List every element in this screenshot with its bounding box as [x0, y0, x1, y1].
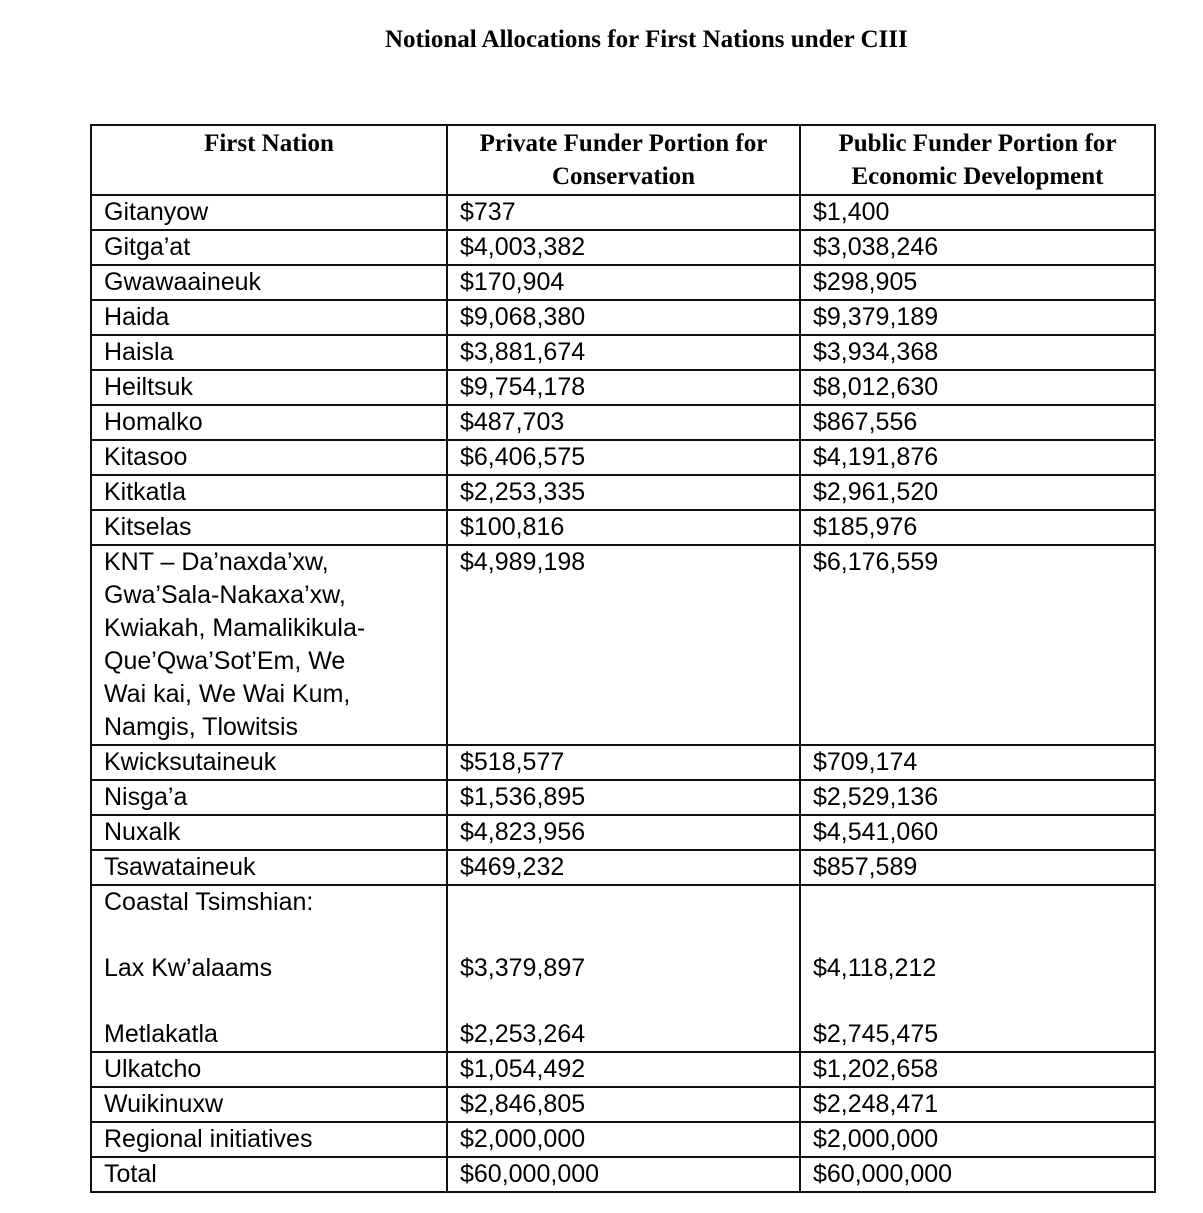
- public-cell: $2,248,471: [800, 1087, 1155, 1122]
- nation-cell: Haida: [91, 300, 447, 335]
- public-cell: $3,038,246: [800, 230, 1155, 265]
- private-cell: $2,846,805: [447, 1087, 800, 1122]
- table-row: [91, 850, 1155, 885]
- table-header-row: [91, 125, 1155, 195]
- nation-cell: Gitanyow: [91, 195, 447, 230]
- table-row-knt: [91, 545, 1155, 745]
- table-row: [91, 370, 1155, 405]
- table-row: [91, 300, 1155, 335]
- table-row: [91, 230, 1155, 265]
- coastal-member-name: Lax Kw’alaams: [104, 954, 273, 982]
- knt-line: Gwa’Sala-Nakaxa’xw,: [104, 581, 346, 609]
- private-cell: $6,406,575: [447, 440, 800, 475]
- nation-cell: Homalko: [91, 405, 447, 440]
- table-row: [91, 335, 1155, 370]
- table-row: [91, 815, 1155, 850]
- knt-line: Wai kai, We Wai Kum,: [104, 680, 351, 708]
- knt-line: KNT – Da’naxda’xw,: [104, 548, 329, 576]
- knt-line: Kwiakah, Mamalikikula-: [104, 614, 366, 642]
- table-row: [91, 1122, 1155, 1157]
- public-cell: $709,174: [800, 745, 1155, 780]
- private-cell: $469,232: [447, 850, 800, 885]
- public-cell: $2,961,520: [800, 475, 1155, 510]
- public-cell: $298,905: [800, 265, 1155, 300]
- table-row: [91, 405, 1155, 440]
- header-public-funder: Public Funder Portion for Economic Development: [800, 125, 1155, 195]
- public-cell: $1,202,658: [800, 1052, 1155, 1087]
- knt-line: Namgis, Tlowitsis: [104, 713, 299, 741]
- table-row: [91, 780, 1155, 815]
- public-cell: $1,400: [800, 195, 1155, 230]
- table-row: [91, 510, 1155, 545]
- public-cell: $2,529,136: [800, 780, 1155, 815]
- table-row: [91, 1052, 1155, 1087]
- private-cell: $3,881,674: [447, 335, 800, 370]
- nation-cell: Haisla: [91, 335, 447, 370]
- nation-cell-coastal: [91, 885, 447, 1052]
- coastal-member-private: $3,379,897: [460, 954, 586, 982]
- nation-cell: Tsawataineuk: [91, 850, 447, 885]
- header-private-funder: Private Funder Portion for Conservation: [447, 125, 800, 195]
- allocations-table: [90, 124, 1156, 1193]
- public-cell: $9,379,189: [800, 300, 1155, 335]
- public-cell: $857,589: [800, 850, 1155, 885]
- private-cell: $9,068,380: [447, 300, 800, 335]
- private-cell: $4,003,382: [447, 230, 800, 265]
- private-cell: $100,816: [447, 510, 800, 545]
- table-row: [91, 440, 1155, 475]
- private-cell: $1,536,895: [447, 780, 800, 815]
- nation-cell: Kwicksutaineuk: [91, 745, 447, 780]
- private-cell: $9,754,178: [447, 370, 800, 405]
- public-cell: $185,976: [800, 510, 1155, 545]
- total-label: Total: [91, 1157, 447, 1192]
- public-cell: $4,191,876: [800, 440, 1155, 475]
- nation-cell: Regional initiatives: [91, 1122, 447, 1157]
- nation-cell: Kitselas: [91, 510, 447, 545]
- public-cell: $8,012,630: [800, 370, 1155, 405]
- nation-cell: Wuikinuxw: [91, 1087, 447, 1122]
- nation-cell: Heiltsuk: [91, 370, 447, 405]
- private-cell: $518,577: [447, 745, 800, 780]
- total-public: $60,000,000: [800, 1157, 1155, 1192]
- header-first-nation: First Nation: [91, 125, 447, 195]
- nation-cell: Gitga’at: [91, 230, 447, 265]
- coastal-member-name: Metlakatla: [104, 1020, 218, 1048]
- private-cell: $4,823,956: [447, 815, 800, 850]
- nation-cell: Gwawaaineuk: [91, 265, 447, 300]
- table-row: [91, 475, 1155, 510]
- private-cell: $4,989,198: [447, 545, 800, 745]
- total-private: $60,000,000: [447, 1157, 800, 1192]
- table-row: [91, 745, 1155, 780]
- nation-cell: Kitasoo: [91, 440, 447, 475]
- coastal-group-label: Coastal Tsimshian:: [104, 888, 314, 916]
- nation-cell-knt: [91, 545, 447, 745]
- table-row-total: [91, 1157, 1155, 1192]
- document-title: Notional Allocations for First Nations under CIII: [385, 26, 908, 53]
- nation-cell: Ulkatcho: [91, 1052, 447, 1087]
- coastal-member-private: $2,253,264: [460, 1020, 586, 1048]
- knt-line: Que’Qwa’Sot’Em, We: [104, 647, 346, 675]
- nation-cell: Nisga’a: [91, 780, 447, 815]
- private-cell: $737: [447, 195, 800, 230]
- table-row: [91, 195, 1155, 230]
- table-row: [91, 265, 1155, 300]
- coastal-member-public: $2,745,475: [813, 1020, 939, 1048]
- nation-cell: Kitkatla: [91, 475, 447, 510]
- private-cell: $1,054,492: [447, 1052, 800, 1087]
- coastal-member-public: $4,118,212: [813, 954, 937, 982]
- public-cell: $3,934,368: [800, 335, 1155, 370]
- public-cell: $4,541,060: [800, 815, 1155, 850]
- private-cell: $2,000,000: [447, 1122, 800, 1157]
- public-cell-coastal: [800, 885, 1155, 1052]
- table-row: [91, 1087, 1155, 1122]
- private-cell: $2,253,335: [447, 475, 800, 510]
- private-cell: $170,904: [447, 265, 800, 300]
- nation-cell: Nuxalk: [91, 815, 447, 850]
- public-cell: $867,556: [800, 405, 1155, 440]
- table-row-coastal-tsimshian: [91, 885, 1155, 1052]
- private-cell: $487,703: [447, 405, 800, 440]
- public-cell: $2,000,000: [800, 1122, 1155, 1157]
- public-cell: $6,176,559: [800, 545, 1155, 745]
- private-cell-coastal: [447, 885, 800, 1052]
